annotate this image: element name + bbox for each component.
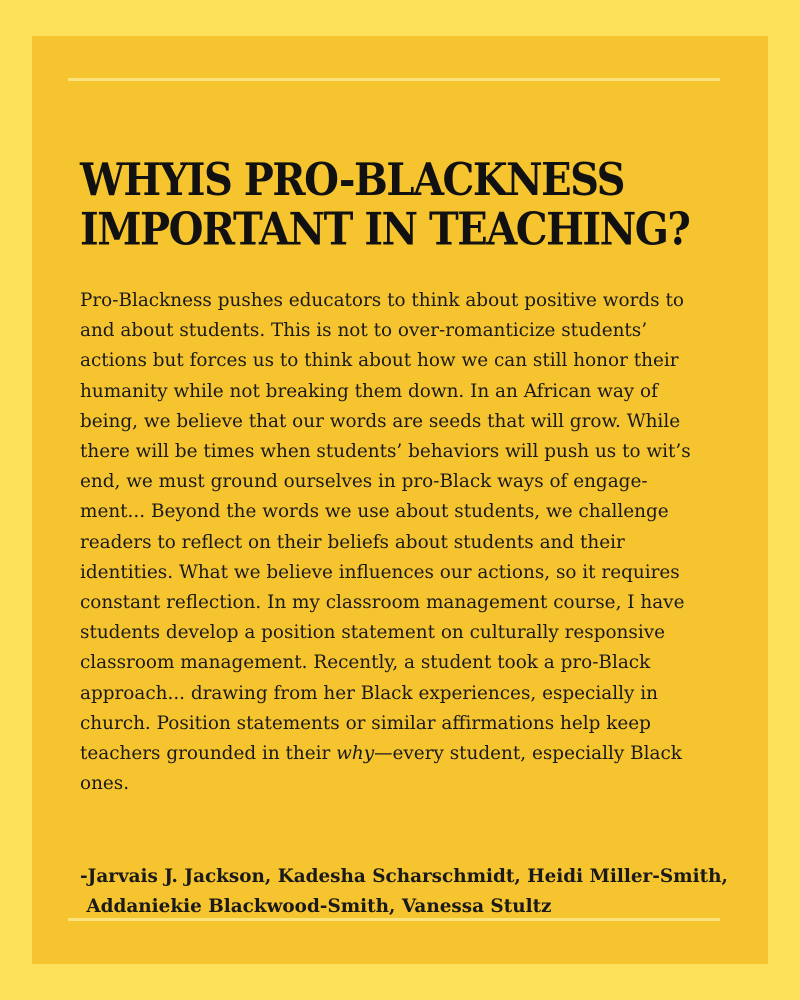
body-line: church. Position statements or similar affirmations help keep (80, 712, 651, 734)
heading-line: WHYIS PRO-BLACKNESS (80, 153, 625, 207)
attribution-line: -Jarvais J. Jackson, Kadesha Scharschmidt, Heidi Miller-Smith, (80, 866, 728, 887)
body-text-run: —every student, especially Black (374, 743, 682, 765)
attribution (80, 862, 740, 922)
body-line: humanity while not breaking them down. In an African way of (80, 380, 658, 402)
body-line: there will be times when students’ behaviors will push us to wit’s (80, 441, 691, 463)
body-line: being, we believe that our words are seeds that will grow. While (80, 410, 681, 432)
body-line: ment... Beyond the words we use about students, we challenge (80, 501, 669, 523)
quote-body (80, 286, 730, 799)
heading (80, 153, 740, 256)
body-text-run: teachers grounded in their (80, 743, 337, 765)
body-line (80, 739, 730, 769)
body-line: and about students. This is not to over-romanticize students’ (80, 320, 648, 342)
body-line: actions but forces us to think about how we can still honor their (80, 350, 679, 372)
body-line: constant reflection. In my classroom management course, I have (80, 592, 685, 614)
body-line: end, we must ground ourselves in pro-Black ways of engage- (80, 471, 648, 493)
body-line: classroom management. Recently, a student took a pro-Black (80, 652, 651, 674)
body-line: students develop a position statement on culturally responsive (80, 622, 665, 644)
bottom-divider (68, 918, 720, 921)
quote-card (32, 36, 768, 964)
body-line: readers to reflect on their beliefs about students and their (80, 531, 625, 553)
top-divider (68, 78, 720, 81)
heading-line: IMPORTANT IN TEACHING? (80, 203, 690, 256)
body-line: identities. What we believe influences our actions, so it requires (80, 561, 680, 583)
body-line: approach... drawing from her Black experiences, especially in (80, 682, 658, 704)
body-line: ones. (80, 773, 130, 795)
emphasis-why: why (336, 743, 375, 765)
body-line: Pro-Blackness pushes educators to think about positive words to (80, 290, 684, 311)
attribution-line: Addaniekie Blackwood-Smith, Vanessa Stultz (80, 896, 552, 917)
